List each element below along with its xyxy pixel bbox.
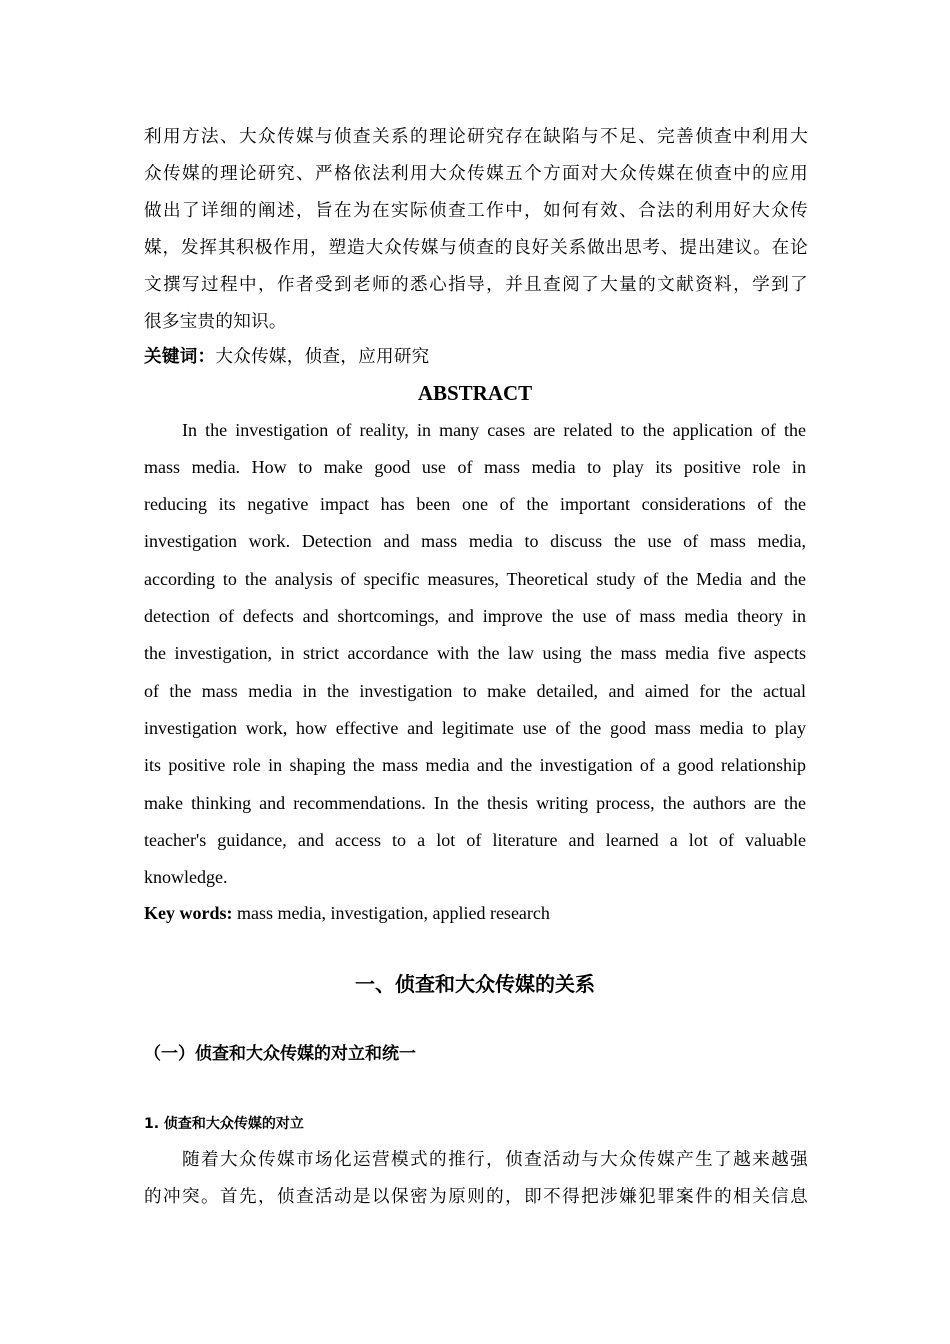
en-abstract-line-10: its positive role in shaping the mass media and the investigation of a good relationship	[144, 755, 806, 775]
en-abstract-line-9: investigation work, how effective and legitimate use of the good mass media to play	[144, 718, 806, 738]
cn-keywords-text: 大众传媒，侦查，应用研究	[215, 347, 430, 367]
en-abstract-line-11: make thinking and recommendations. In the thesis writing process, the authors are the	[144, 793, 806, 813]
en-keywords-label: Key words:	[144, 903, 233, 923]
cn-keywords	[144, 346, 808, 368]
en-abstract-line-7: the investigation, in strict accordance with the law using the mass media five aspects	[144, 643, 806, 663]
en-abstract-line-12: teacher's guidance, and access to a lot of literature and learned a lot of valuable	[144, 830, 806, 850]
subsection-title: 1. 侦查和大众传媒的对立	[144, 1116, 304, 1132]
en-abstract-line-5: according to the analysis of specific measures, Theoretical study of the Media and the	[144, 569, 806, 589]
cn-abstract-line-1: 利用方法、大众传媒与侦查关系的理论研究存在缺陷与不足、完善侦查中利用大	[144, 127, 808, 147]
en-abstract-line-13: knowledge.	[144, 867, 228, 887]
en-abstract-line-4: investigation work. Detection and mass media to discuss the use of mass media,	[144, 531, 806, 551]
cn-abstract-line-4: 媒，发挥其积极作用，塑造大众传媒与侦查的良好关系做出思考、提出建议。在论	[144, 238, 808, 258]
cn-keywords-label: 关键词：	[144, 347, 216, 367]
en-abstract-line-3: reducing its negative impact has been one of the important considerations of the	[144, 494, 806, 514]
chapter-title: 一、侦查和大众传媒的关系	[355, 972, 595, 996]
abstract-title: ABSTRACT	[417, 381, 533, 405]
en-abstract-line-8: of the mass media in the investigation to make detailed, and aimed for the actual	[144, 681, 806, 701]
body-line-2: 的冲突。首先，侦查活动是以保密为原则的，即不得把涉嫌犯罪案件的相关信息	[144, 1187, 808, 1207]
cn-abstract-line-6: 很多宝贵的知识。	[144, 312, 287, 332]
en-abstract-line-1: In the investigation of reality, in many cases are related to the application of the	[182, 420, 806, 440]
cn-abstract-line-2: 众传媒的理论研究、严格依法利用大众传媒五个方面对大众传媒在侦查中的应用	[144, 164, 808, 184]
body-line-1: 随着大众传媒市场化运营模式的推行，侦查活动与大众传媒产生了越来越强	[182, 1150, 808, 1170]
cn-abstract-line-5: 文撰写过程中，作者受到老师的悉心指导，并且查阅了大量的文献资料，学到了	[144, 275, 808, 295]
section-title: （一）侦查和大众传媒的对立和统一	[144, 1044, 416, 1064]
en-keywords	[144, 902, 806, 924]
en-abstract-line-2: mass media. How to make good use of mass media to play its positive role in	[144, 457, 806, 477]
en-keywords-text: mass media, investigation, applied research	[232, 903, 550, 923]
en-abstract-line-6: detection of defects and shortcomings, and improve the use of mass media theory in	[144, 606, 806, 626]
cn-abstract-line-3: 做出了详细的阐述，旨在为在实际侦查工作中，如何有效、合法的利用好大众传	[144, 201, 808, 221]
